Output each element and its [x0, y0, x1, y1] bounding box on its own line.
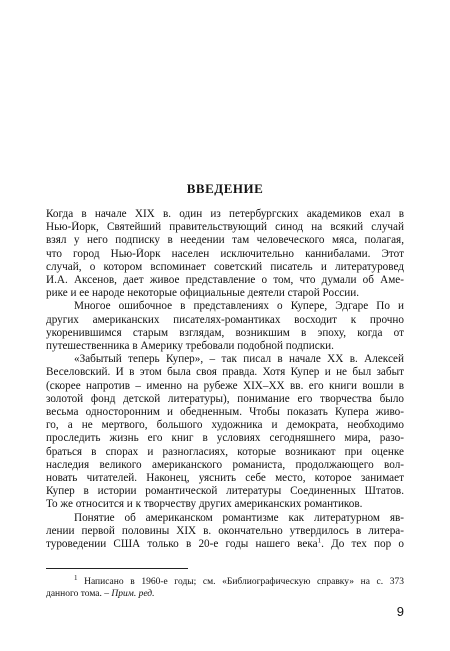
text-line: (скорее напротив – именно на рубеже XIX–XX вв. его книги вошли в: [46, 379, 404, 392]
editor-note: Прим. ред.: [111, 589, 155, 599]
footnote-line: [46, 573, 404, 588]
text-line: проследить жизнь его книг в условиях сегодняшнего мира, разо-: [46, 432, 404, 445]
text-line: Купер в истории романтической литературы Соединенных Штатов.: [46, 485, 404, 498]
body-text: [46, 208, 404, 551]
text-fragment: туроведении США только в 20-е годы нашего века: [46, 538, 318, 551]
paragraph-2: [46, 300, 404, 353]
text-line: Нью-Йорк, Святейший правительствующий синод на всякий случай: [46, 221, 404, 234]
text-fragment: До тех пор о: [331, 538, 404, 551]
text-line: весьма односторонним и обедненным. Чтобы показать Купера живо-: [46, 406, 404, 419]
text-line: укоренившимся старым взглядам, возникшим в эпоху, когда от: [46, 326, 404, 339]
text-line: что город Нью-Йорк населен исключительно каннибалами. Этот: [46, 247, 404, 260]
text-line: То же относится и к творчеству других американских романтиков.: [46, 498, 363, 511]
text-line: новать читателей. Наконец, уяснить себе место, которое занимает: [46, 472, 404, 485]
text-line: других американских писателях-романтиках восходит к прочно: [46, 313, 404, 326]
chapter-heading: ВВЕДЕНИЕ: [186, 181, 264, 196]
footnote-divider: [46, 568, 188, 569]
paragraph-4: [46, 512, 404, 552]
page-number: 9: [396, 604, 404, 619]
text-line: го, а не мертвого, большого художника и демократа, необходимо: [46, 419, 404, 432]
text-line: И.А. Аксенов, дает живое представление о том, что думали об Аме-: [46, 274, 404, 287]
footnote-marker: 1: [74, 573, 78, 582]
text-line: Веселовский. И в этом была своя правда. Хотя Купер и не был забыт: [46, 366, 404, 379]
text-line: путешественника в Америку требовали подобной подписки.: [46, 340, 334, 353]
text-line: Когда в начале XIX в. один из петербургских академиков ехал в: [46, 208, 404, 220]
footnote-text: Написано в 1960-е годы; см. «Библиографическую справку» на с. 373: [84, 577, 404, 587]
text-line: лении первой половины XIX в. окончательно утвердилось в литера-: [46, 524, 404, 537]
text-line: взял у него подписку в неедении там человеческого мяса, полагая,: [46, 234, 404, 247]
footnote-reference[interactable]: 1: [317, 538, 322, 545]
text-line: наследия великого американского романиста, продолжающего вол-: [46, 458, 404, 471]
text-line: туроведении США только в 20-е годы нашего века$^1$. До тех пор о: [46, 538, 404, 551]
text-line: Понятие об американском романтизме как литературном яв-: [74, 511, 404, 524]
footnote-text: данного тома. –: [46, 589, 110, 599]
text-line: браться в спорах и разногласиях, которые возникают при оценке: [46, 445, 404, 458]
footnote: [46, 573, 404, 600]
text-line: «Забытый теперь Купер», – так писал в начале XX в. Алексей: [74, 353, 404, 366]
paragraph-1: [46, 208, 404, 300]
text-line: случай, о котором вспоминает советский писатель и литературовед: [46, 260, 404, 273]
text-line: Многое ошибочное в представлениях о Купере, Эдгаре По и: [74, 300, 404, 313]
text-line: рике и ее народе некоторые официальные деятели старой России.: [46, 287, 360, 300]
footnote-line: [46, 588, 404, 600]
paragraph-3: [46, 353, 404, 511]
text-line: золотой фонд детской литературы), понимание его творчества было: [46, 392, 404, 405]
